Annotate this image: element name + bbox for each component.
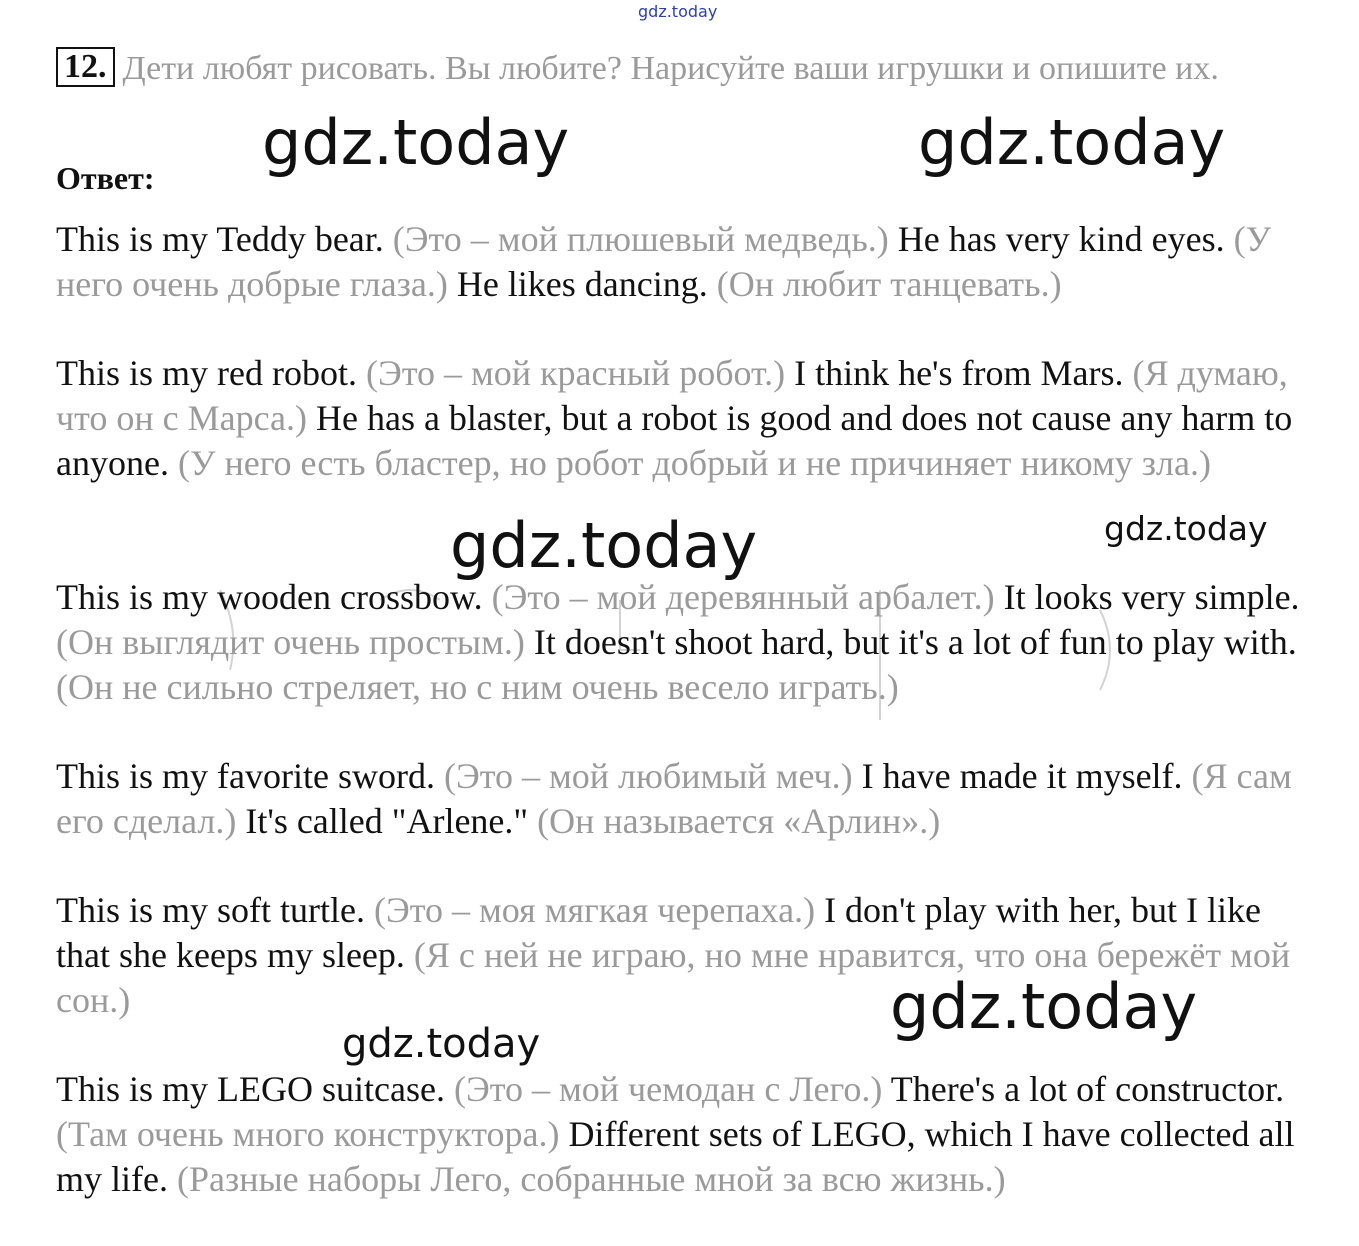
english-text: It's called "Arlene." [245,801,538,841]
english-text: I don't play with her, but I like that she keeps my sleep. [56,890,1262,975]
russian-translation: (Это – моя мягкая черепаха.) [374,890,825,930]
russian-translation: (Он выглядит очень простым.) [56,622,534,662]
russian-translation: (Это – мой чемодан с Лего.) [453,1069,891,1109]
english-text: It doesn't shoot hard, but it's a lot of fun to play with. [533,622,1297,662]
english-text: This is my favorite sword. [56,756,444,796]
russian-translation: (Он не сильно стреляет, но с ним очень весело играть.) [56,667,899,707]
answer-paragraph [56,754,1301,844]
watermark: gdz.today [450,509,758,582]
watermark: gdz.today [342,1021,541,1067]
watermark: gdz.today [890,970,1198,1043]
english-text: He has a blaster, but a robot is good and does not cause any harm to anyone. [56,398,1293,483]
english-text: It looks very simple. [1003,577,1300,617]
russian-translation: (Он называется «Арлин».) [537,801,941,841]
russian-translation: (Разные наборы Лего, собранные мной за всю жизнь.) [176,1159,1006,1199]
answer-paragraph [56,888,1301,1023]
task-number: 12. [56,47,115,87]
english-text: There's a lot of constructor. [890,1069,1285,1109]
english-text: I have made it myself. [861,756,1192,796]
answer-paragraph [56,351,1301,486]
answer-label: Ответ: [56,160,155,196]
english-text: This is my LEGO suitcase. [56,1069,454,1109]
english-text: He has very kind eyes. [897,219,1234,259]
answer-paragraph [56,217,1301,307]
answer-paragraph [56,575,1301,710]
russian-translation: (Это – мой деревянный арбалет.) [491,577,1004,617]
russian-translation: (Он любит танцевать.) [716,264,1062,304]
watermark-top: gdz.today [638,2,718,21]
russian-translation: (Я с ней не играю, но мне нравится, что она бережёт мой сон.) [56,935,1291,1020]
russian-translation: (Я думаю, что он с Марса.) [56,353,1288,438]
english-text: This is my soft turtle. [56,890,374,930]
watermark: gdz.today [262,106,570,179]
task-header [56,46,1296,91]
task-text: Дети любят рисовать. Вы любите? Нарисуйте ваши игрушки и опишите их. [122,50,1219,87]
english-text: He likes dancing. [456,264,717,304]
russian-translation: (Это – мой любимый меч.) [443,756,862,796]
english-text: I think he's from Mars. [794,353,1133,393]
russian-translation: (Это – мой красный робот.) [365,353,795,393]
english-text: This is my Teddy bear. [56,219,393,259]
english-text: This is my red robot. [56,353,366,393]
russian-translation: (Это – мой плюшевый медведь.) [392,219,898,259]
russian-translation: (Там очень много конструктора.) [56,1114,569,1154]
watermark: gdz.today [1104,509,1268,548]
watermark: gdz.today [918,106,1226,179]
russian-translation: (У него есть бластер, но робот добрый и не причиняет никому зла.) [177,443,1211,483]
russian-translation: (У него очень добрые глаза.) [56,219,1272,304]
russian-translation: (Я сам его сделал.) [56,756,1292,841]
english-text: This is my wooden crossbow. [56,577,492,617]
answer-paragraph [56,1067,1301,1202]
english-text: Different sets of LEGO, which I have collected all my life. [56,1114,1295,1199]
